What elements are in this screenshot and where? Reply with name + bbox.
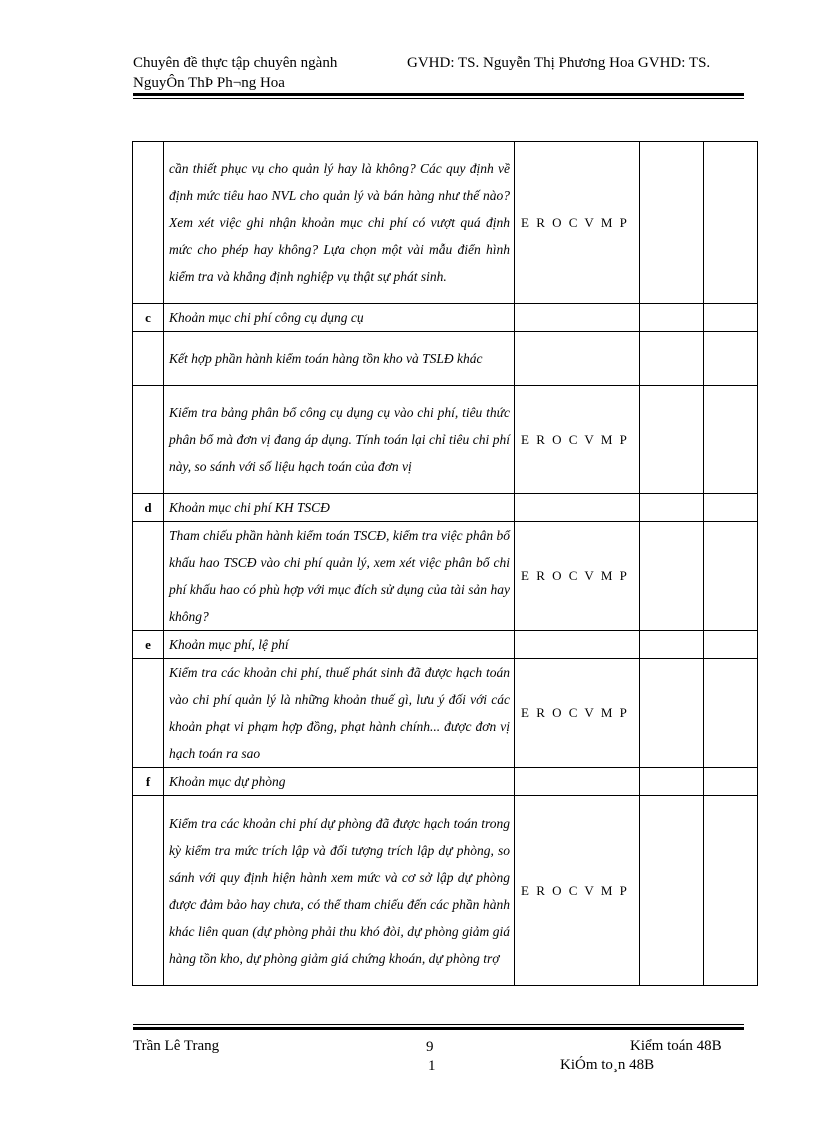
footer-rule-thin	[133, 1024, 744, 1025]
procedure-text: Khoản mục chi phí KH TSCĐ	[164, 494, 515, 522]
row-number	[133, 796, 164, 986]
procedure-text: Khoản mục dự phòng	[164, 768, 515, 796]
assertion-codes	[515, 494, 640, 522]
assertion-codes: E R O C V M P	[515, 522, 640, 631]
empty-cell	[704, 386, 758, 494]
row-number	[133, 142, 164, 304]
row-number: c	[133, 304, 164, 332]
table-row	[133, 659, 758, 768]
assertion-codes: E R O C V M P	[515, 659, 640, 768]
footer-rule-thick	[133, 1027, 744, 1030]
row-number	[133, 386, 164, 494]
footer-class: Kiểm toán 48B	[630, 1038, 722, 1054]
table-row	[133, 522, 758, 631]
empty-cell	[640, 631, 704, 659]
header-rule-thick	[133, 93, 744, 96]
empty-cell	[640, 522, 704, 631]
header-supervisor: GVHD: TS. Nguyễn Thị Phương Hoa GVHD: TS.	[407, 55, 711, 71]
table-row	[133, 494, 758, 522]
table-row	[133, 142, 758, 304]
procedure-text: Tham chiếu phần hành kiểm toán TSCĐ, kiểm tra việc phân bổ khấu hao TSCĐ vào chi phí quản lý, xem xét việc phân bổ chi phí khấu hao có phù hợp với mục đích sử dụng của tài sản hay không?	[164, 522, 515, 631]
header-title: Chuyên đề thực tập chuyên ngành	[133, 55, 338, 71]
empty-cell	[704, 659, 758, 768]
footer-author: Trần Lê Trang	[133, 1038, 220, 1054]
row-number: d	[133, 494, 164, 522]
empty-cell	[704, 332, 758, 386]
assertion-codes	[515, 768, 640, 796]
table-row	[133, 768, 758, 796]
row-number: f	[133, 768, 164, 796]
empty-cell	[704, 631, 758, 659]
empty-cell	[640, 494, 704, 522]
procedure-text: Khoản mục chi phí công cụ dụng cụ	[164, 304, 515, 332]
row-number	[133, 659, 164, 768]
table-row	[133, 631, 758, 659]
empty-cell	[640, 332, 704, 386]
table-row	[133, 304, 758, 332]
empty-cell	[704, 494, 758, 522]
footer-class-secondary: KiÓm to¸n 48B	[560, 1057, 655, 1073]
row-number: e	[133, 631, 164, 659]
procedure-text: cần thiết phục vụ cho quản lý hay là không? Các quy định về định mức tiêu hao NVL cho quản lý và bán hàng như thế nào? Xem xét việc ghi nhận khoản mục chi phí có vượt quá định mức cho phép hay không? Lựa chọn một vài mẫu điển hình kiểm tra và khẳng định nghiệp vụ thật sự phát sinh.	[164, 142, 515, 304]
empty-cell	[640, 304, 704, 332]
procedure-text: Khoản mục phí, lệ phí	[164, 631, 515, 659]
page-number-secondary: 1	[428, 1058, 436, 1074]
header-left	[133, 53, 337, 93]
assertion-codes	[515, 332, 640, 386]
empty-cell	[704, 768, 758, 796]
table-row	[133, 386, 758, 494]
empty-cell	[640, 386, 704, 494]
audit-procedure-table	[132, 141, 758, 986]
empty-cell	[640, 659, 704, 768]
procedure-text: Kiểm tra các khoản chi phí, thuế phát sinh đã được hạch toán vào chi phí quản lý là những khoản thuế gì, lưu ý đối với các khoản phạt vi phạm hợp đồng, phạt hành chính... được đơn vị hạch toán ra sao	[164, 659, 515, 768]
row-number	[133, 332, 164, 386]
assertion-codes: E R O C V M P	[515, 386, 640, 494]
assertion-codes: E R O C V M P	[515, 796, 640, 986]
header-rule-thin	[133, 98, 744, 99]
procedure-text: Kết hợp phần hành kiểm toán hàng tồn kho và TSLĐ khác	[164, 332, 515, 386]
assertion-codes: E R O C V M P	[515, 142, 640, 304]
procedure-text: Kiểm tra các khoản chi phí dự phòng đã được hạch toán trong kỳ kiểm tra mức trích lập và đối tượng trích lập dự phòng, so sánh với quy định hiện hành xem mức và cơ sở lập dự phòng được đảm bảo hay chưa, có thể tham chiếu đến các phần hành khác liên quan (dự phòng phải thu khó đòi, dự phòng giảm giá hàng tồn kho, dự phòng giảm giá chứng khoán, dự phòng trợ	[164, 796, 515, 986]
empty-cell	[640, 796, 704, 986]
table-row	[133, 332, 758, 386]
assertion-codes	[515, 304, 640, 332]
empty-cell	[704, 142, 758, 304]
empty-cell	[640, 768, 704, 796]
empty-cell	[704, 796, 758, 986]
empty-cell	[704, 522, 758, 631]
procedure-text: Kiểm tra bảng phân bổ công cụ dụng cụ vào chi phí, tiêu thức phân bổ mà đơn vị đang áp dụng. Tính toán lại chỉ tiêu chi phí này, so sánh với số liệu hạch toán của đơn vị	[164, 386, 515, 494]
empty-cell	[640, 142, 704, 304]
assertion-codes	[515, 631, 640, 659]
page-number: 9	[426, 1039, 434, 1055]
table-row	[133, 796, 758, 986]
row-number	[133, 522, 164, 631]
header-author: NguyÔn ThÞ Ph¬ng Hoa	[133, 75, 285, 91]
empty-cell	[704, 304, 758, 332]
